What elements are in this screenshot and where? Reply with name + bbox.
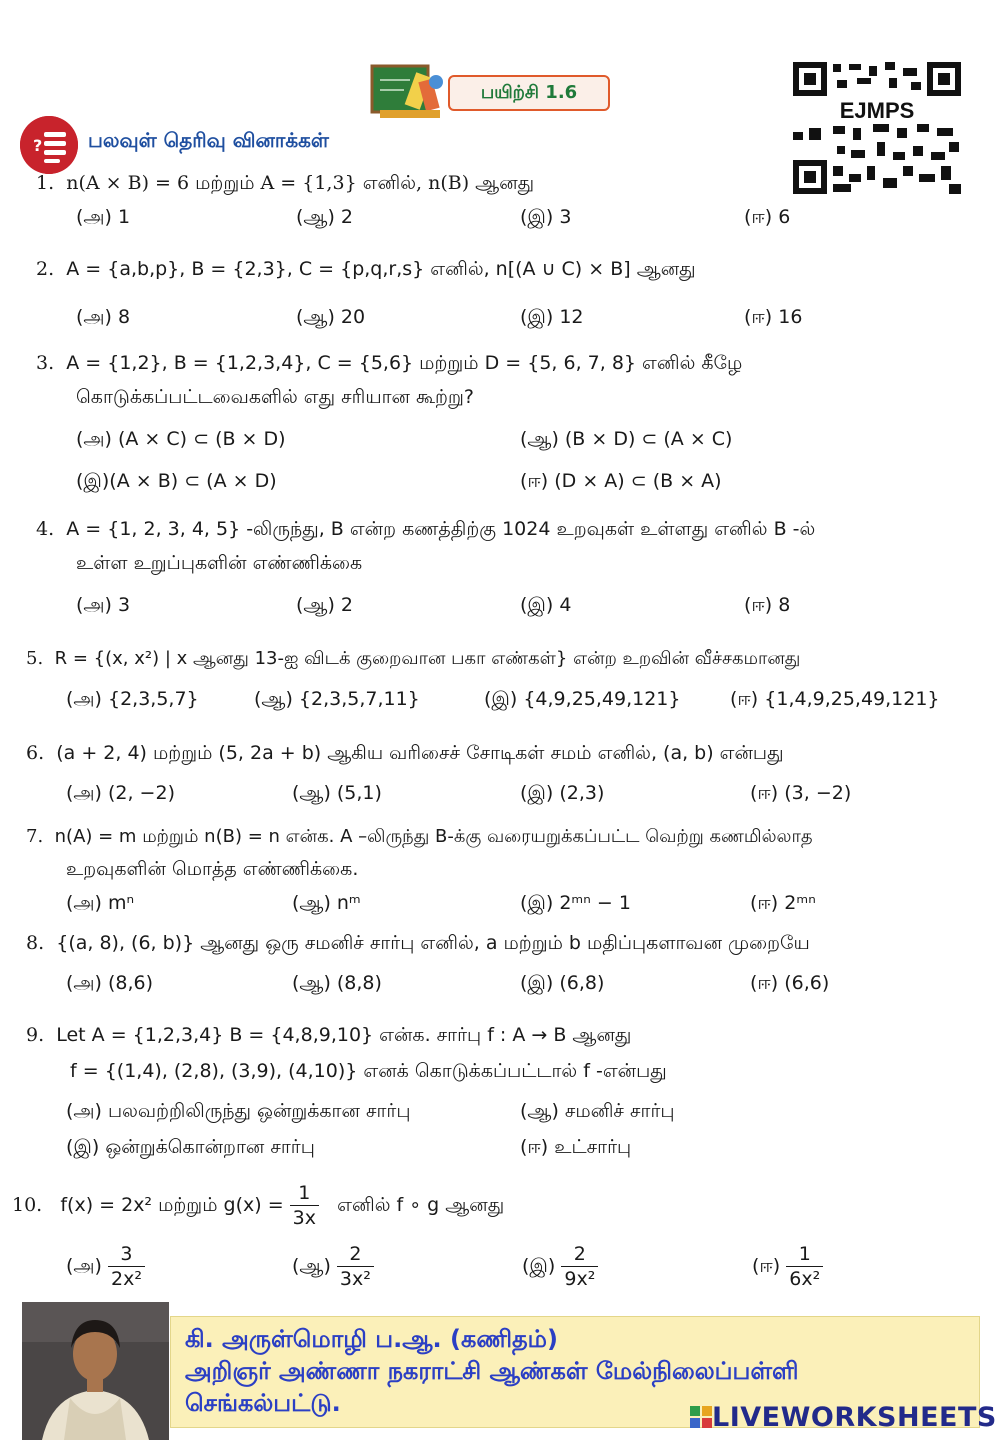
teacher-photo: [22, 1302, 169, 1440]
q2-option-a[interactable]: (அ) 8: [76, 306, 131, 328]
mcq-icon: [20, 116, 78, 174]
q10-option-c[interactable]: (இ) $\frac{2}{\text{9x²}}$: [522, 1238, 598, 1294]
q5-option-a[interactable]: (அ) {2,3,5,7}: [66, 688, 199, 710]
question-9-line-2: f = {(1,4), (2,8), (3,9), (4,10)} எனக் கொடுக்கப்பட்டால் f -என்பது: [70, 1060, 667, 1082]
q8-option-a[interactable]: (அ) (8,6): [66, 972, 154, 994]
school-location: செங்கல்பட்டு.: [185, 1389, 341, 1417]
q7-option-c[interactable]: (இ) 2ᵐⁿ − 1: [520, 892, 631, 914]
school-name: அறிஞர் அண்ணா நகராட்சி ஆண்கள் மேல்நிலைப்பள்ளி: [185, 1357, 799, 1385]
q5-option-b[interactable]: (ஆ) {2,3,5,7,11}: [254, 688, 420, 710]
q10-option-a[interactable]: (அ) $\frac{3}{\text{2x²}}$: [66, 1238, 145, 1294]
question-3-line-2: கொடுக்கப்பட்டவைகளில் எது சரியான கூற்று?: [76, 386, 474, 408]
q1-option-b[interactable]: (ஆ) 2: [296, 206, 353, 228]
q1-option-a[interactable]: (அ) 1: [76, 206, 131, 228]
q4-option-c[interactable]: (இ) 4: [520, 594, 572, 616]
q5-option-c[interactable]: (இ) {4,9,25,49,121}: [484, 688, 681, 710]
question-4: 4. A = {1, 2, 3, 4, 5} -லிருந்து, B என்ற கணத்திற்கு 1024 உறவுகள் உள்ளது எனில் B -ல்: [36, 518, 816, 540]
q4-option-b[interactable]: (ஆ) 2: [296, 594, 353, 616]
svg-text:?: ?: [33, 136, 43, 155]
q6-option-a[interactable]: (அ) (2, −2): [66, 782, 175, 804]
q10-g-fraction: $\frac{1}{3x}$: [290, 1181, 319, 1230]
q7-option-d[interactable]: (ஈ) 2ᵐⁿ: [750, 892, 816, 914]
q9-option-b[interactable]: (ஆ) சமனிச் சார்பு: [520, 1100, 675, 1122]
teacher-name: கி. அருள்மொழி ப.ஆ. (கணிதம்): [185, 1325, 558, 1353]
question-7-line-2: உறவுகளின் மொத்த எண்ணிக்கை.: [66, 858, 359, 880]
question-3: 3. A = {1,2}, B = {1,2,3,4}, C = {5,6} மற்றும் D = {5, 6, 7, 8} எனில் கீழே: [36, 352, 743, 374]
qr-code[interactable]: [793, 62, 961, 194]
q7-option-b[interactable]: (ஆ) nᵐ: [292, 892, 361, 914]
q6-option-c[interactable]: (இ) (2,3): [520, 782, 605, 804]
question-8: 8. {(a, 8), (6, b)} ஆனது ஒரு சமனிச் சார்பு எனில், a மற்றும் b மதிப்புகளாவன முறையே: [26, 932, 810, 954]
q8-option-d[interactable]: (ஈ) (6,6): [750, 972, 830, 994]
exercise-badge: பயிற்சி 1.6: [448, 75, 610, 111]
question-1: 1. n(A × B) = 6 மற்றும் A = {1,3} எனில், n(B) ஆனது: [36, 172, 535, 194]
q5-option-d[interactable]: (ஈ) {1,4,9,25,49,121}: [730, 688, 940, 710]
q2-option-c[interactable]: (இ) 12: [520, 306, 584, 328]
q3-option-a[interactable]: (அ) (A × C) ⊂ (B × D): [76, 428, 286, 450]
q10-option-d[interactable]: (ஈ) $\frac{1}{\text{6x²}}$: [752, 1238, 823, 1294]
q3-option-d[interactable]: (ஈ) (D × A) ⊂ (B × A): [520, 470, 722, 492]
q6-option-b[interactable]: (ஆ) (5,1): [292, 782, 382, 804]
q3-option-c[interactable]: (இ)(A × B) ⊂ (A × D): [76, 470, 277, 492]
q3-option-b[interactable]: (ஆ) (B × D) ⊂ (A × C): [520, 428, 733, 450]
liveworksheets-icon: [690, 1404, 712, 1426]
exercise-logo-icon: [370, 62, 450, 122]
question-7: 7. n(A) = m மற்றும் n(B) = n என்க. A –லிருந்து B-க்கு வரையறுக்கப்பட்ட வெற்று கணமில்லாத: [26, 826, 813, 847]
question-5: 5. R = {(x, x²) | x ஆனது 13-ஐ விடக் குறைவான பகா எண்கள்} என்ற உறவின் வீச்சகமானது: [26, 648, 801, 669]
q1-option-c[interactable]: (இ) 3: [520, 206, 572, 228]
q10-option-b[interactable]: (ஆ) $\frac{2}{\text{3x²}}$: [292, 1238, 374, 1294]
q4-option-d[interactable]: (ஈ) 8: [744, 594, 791, 616]
qr-label: EJMPS: [839, 98, 915, 123]
question-2: 2. A = {a,b,p}, B = {2,3}, C = {p,q,r,s} எனில், n[(A ∪ C) × B] ஆனது: [36, 258, 696, 280]
q2-option-d[interactable]: (ஈ) 16: [744, 306, 803, 328]
q6-option-d[interactable]: (ஈ) (3, −2): [750, 782, 852, 804]
question-9: 9. Let A = {1,2,3,4} B = {4,8,9,10} என்க. சார்பு f : A → B ஆனது: [26, 1024, 632, 1046]
q7-option-a[interactable]: (அ) mⁿ: [66, 892, 135, 914]
q1-option-d[interactable]: (ஈ) 6: [744, 206, 791, 228]
q4-option-a[interactable]: (அ) 3: [76, 594, 131, 616]
q9-option-d[interactable]: (ஈ) உட்சார்பு: [520, 1136, 632, 1158]
liveworksheets-text: LIVEWORKSHEETS: [712, 1402, 997, 1433]
question-4-line-2: உள்ள உறுப்புகளின் எண்ணிக்கை: [76, 552, 363, 574]
q2-option-b[interactable]: (ஆ) 20: [296, 306, 366, 328]
q9-option-c[interactable]: (இ) ஒன்றுக்கொன்றான சார்பு: [66, 1136, 315, 1158]
liveworksheets-logo[interactable]: [690, 1402, 997, 1433]
section-title: பலவுள் தெரிவு வினாக்கள்: [88, 128, 329, 152]
question-10: 10. f(x) = 2x² மற்றும் g(x) = $\frac{1}{3x}$ எனில் f ∘ g ஆனது: [12, 1182, 505, 1229]
q9-option-a[interactable]: (அ) பலவற்றிலிருந்து ஒன்றுக்கான சார்பு: [66, 1100, 411, 1122]
question-6: 6. (a + 2, 4) மற்றும் (5, 2a + b) ஆகிய வரிசைச் சோடிகள் சமம் எனில், (a, b) என்பது: [26, 742, 784, 764]
q8-option-b[interactable]: (ஆ) (8,8): [292, 972, 382, 994]
q8-option-c[interactable]: (இ) (6,8): [520, 972, 605, 994]
